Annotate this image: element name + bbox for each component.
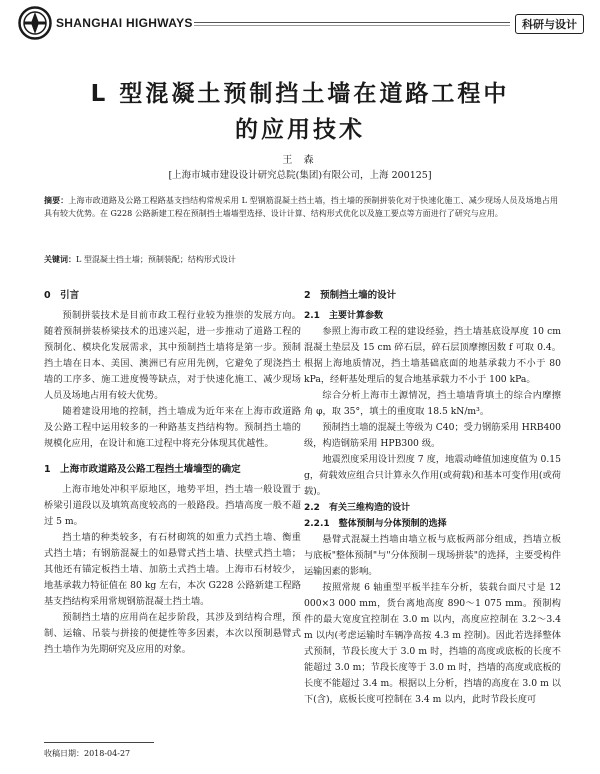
author-name: 王 森 [282, 155, 318, 166]
journal-name: SHANGHAI HIGHWAYS [56, 16, 193, 30]
section-2-2-1-paragraph-2: 按照常规 6 轴重型平板半挂车分析，装载台面尺寸是 12 000×3 000 mm，货台离地高度 890～1 075 mm。预制构件的最大宽度宜控制在 3.0 m 以内，高度应控制在 3.2～3.4 m 以内(考虑运输时车辆净高按 4.3 m 控制)。因此若选择整体式预制，节段长度大于 3.0 m 时，挡墙的高度或底板的长度不能超过 3.0 m；节段长度等于 3.0 m 时，挡墙的高度或底板的长度不能超过 3.4 m。根据以上分析，挡墙的高度在 3.0 m 以下(含)，底板长度可控制在 3.4 m 以内，此时节段长度可 [304, 582, 561, 705]
section-2-2-1-paragraph-1: 悬臂式混凝土挡墙由墙立板与底板两部分组成，挡墙立板与底板"整体预制"与"分体预制－现场拼装"的选择，主要受构件运输因素的影响。 [304, 534, 561, 577]
section-1-heading: 1 上海市政道路及公路工程挡土墙墙型的确定 [44, 464, 241, 475]
keywords [44, 253, 558, 266]
left-column [44, 286, 301, 658]
received-date-footnote: 收稿日期：2018-04-27 [44, 749, 131, 758]
right-column [304, 286, 561, 708]
section-0-paragraph-2: 随着建设用地的控制，挡土墙成为近年来在上海市政道路及公路工程中运用较多的一种路基支挡结构物。预制挡土墙的规模化应用，在设计和施工过程中将充分体现其优越性。 [44, 406, 301, 449]
journal-header [18, 6, 584, 42]
title-line-1: L 型混凝土预制挡土墙在道路工程中 [90, 81, 510, 107]
section-2-1-paragraph-1: 参照上海市政工程的建设经验，挡土墙基底设厚度 10 cm 混凝土垫层及 15 cm 碎石层，碎石层顶摩擦因数 f 可取 0.4。根据上海地质情况，挡土墙基础底面的地基承载力不小于 80 kPa，经軒基处理后的复合地基承载力不小于 100 kPa。 [304, 326, 561, 385]
header-rule-secondary [194, 25, 510, 26]
abstract [44, 194, 558, 220]
section-0-heading: 0 引言 [44, 290, 80, 301]
section-2-1-heading: 2.1 主要计算参数 [304, 311, 383, 321]
section-0-paragraph-1: 预制拼装技术是目前市政工程行业较为推崇的发展方向。随着预制拼装桥梁技术的迅速兴起，进一步推动了道路工程的预制化、模块化发展需求，其中预制挡土墙将是第一步。预制挡土墙在日本、美国、澳洲已有应用先例，它避免了现浇挡土墙的工序多、施工进度慢等缺点，对于快速化施工、减少现场人员及场地占用有较大优势。 [44, 310, 301, 401]
journal-logo-icon [18, 6, 52, 40]
paper-title [40, 76, 560, 148]
abstract-label: 摘要： [44, 196, 69, 205]
section-2-1-paragraph-4: 地震烈度采用设计烈度 7 度，地震动峰值加速度值为 0.15 g，荷载效应组合只计算永久作用(或荷载)和基本可变作用(或荷载)。 [304, 454, 561, 497]
abstract-text: 上海市政道路及公路工程路基支挡结构常规采用 L 型钢筋混凝土挡土墙，挡土墙的预制拼装化对于快速化施工、减少现场人员及场地占用具有较大优势。在 G228 公路新建工程在预制挡土墙墙型选择、设计计算、结构形式优化以及施工要点等方面进行了研究与应用。 [44, 196, 558, 218]
section-1-paragraph-2: 挡土墙的种类较多，有石材砌筑的如重力式挡土墙、衡重式挡土墙；有钢筋混凝土的如悬臂式挡土墙、扶壁式挡土墙；其他还有锚定板挡土墙、加筋土式挡土墙。上海市石材较少，地基承载力特征值在 80 kg 左右，本次 G228 公路新建工程路基支挡结构采用常规钢筋混凝土挡土墙。 [44, 532, 301, 607]
section-2-1-paragraph-3: 预制挡土墙的混凝土等级为 C40；受力钢筋采用 HRB400 级，构造钢筋采用 HPB300 级。 [304, 422, 561, 449]
section-badge: 科研与设计 [515, 14, 584, 34]
footnote-rule [44, 742, 154, 743]
section-2-heading: 2 预制挡土墙的设计 [304, 290, 397, 301]
section-1-paragraph-3: 预制挡土墙的应用尚在起步阶段，其涉及到结构合理，预制、运输、吊装与拼接的便捷性等多因素，本次以预制悬臂式挡土墙作为先期研究及应用的对象。 [44, 612, 301, 655]
section-2-2-heading: 2.2 有关三维构造的设计 [304, 503, 410, 513]
header-rule [194, 22, 510, 23]
section-2-1-paragraph-2: 综合分析上海市土源情况，挡土墙墙背填土的综合内摩擦角 φ，取 35°，填土的重度取 18.5 kN/m³。 [304, 390, 561, 417]
section-2-2-1-heading: 2.2.1 整体预制与分体预制的选择 [304, 519, 447, 529]
keywords-label: 关键词： [44, 255, 76, 264]
title-line-2: 的应用技术 [235, 117, 365, 143]
author-affiliation: [上海市城市建设设计研究总院(集团)有限公司，上海 200125] [168, 170, 432, 181]
section-1-paragraph-1: 上海市地处冲积平原地区，地势平坦，挡土墙一般设置于桥梁引道段以及填筑高度较高的一般路段。挡墙高度一般不超过 5 m。 [44, 484, 301, 527]
keywords-text: L 型混凝土挡土墙；预制装配；结构形式设计 [76, 255, 236, 264]
